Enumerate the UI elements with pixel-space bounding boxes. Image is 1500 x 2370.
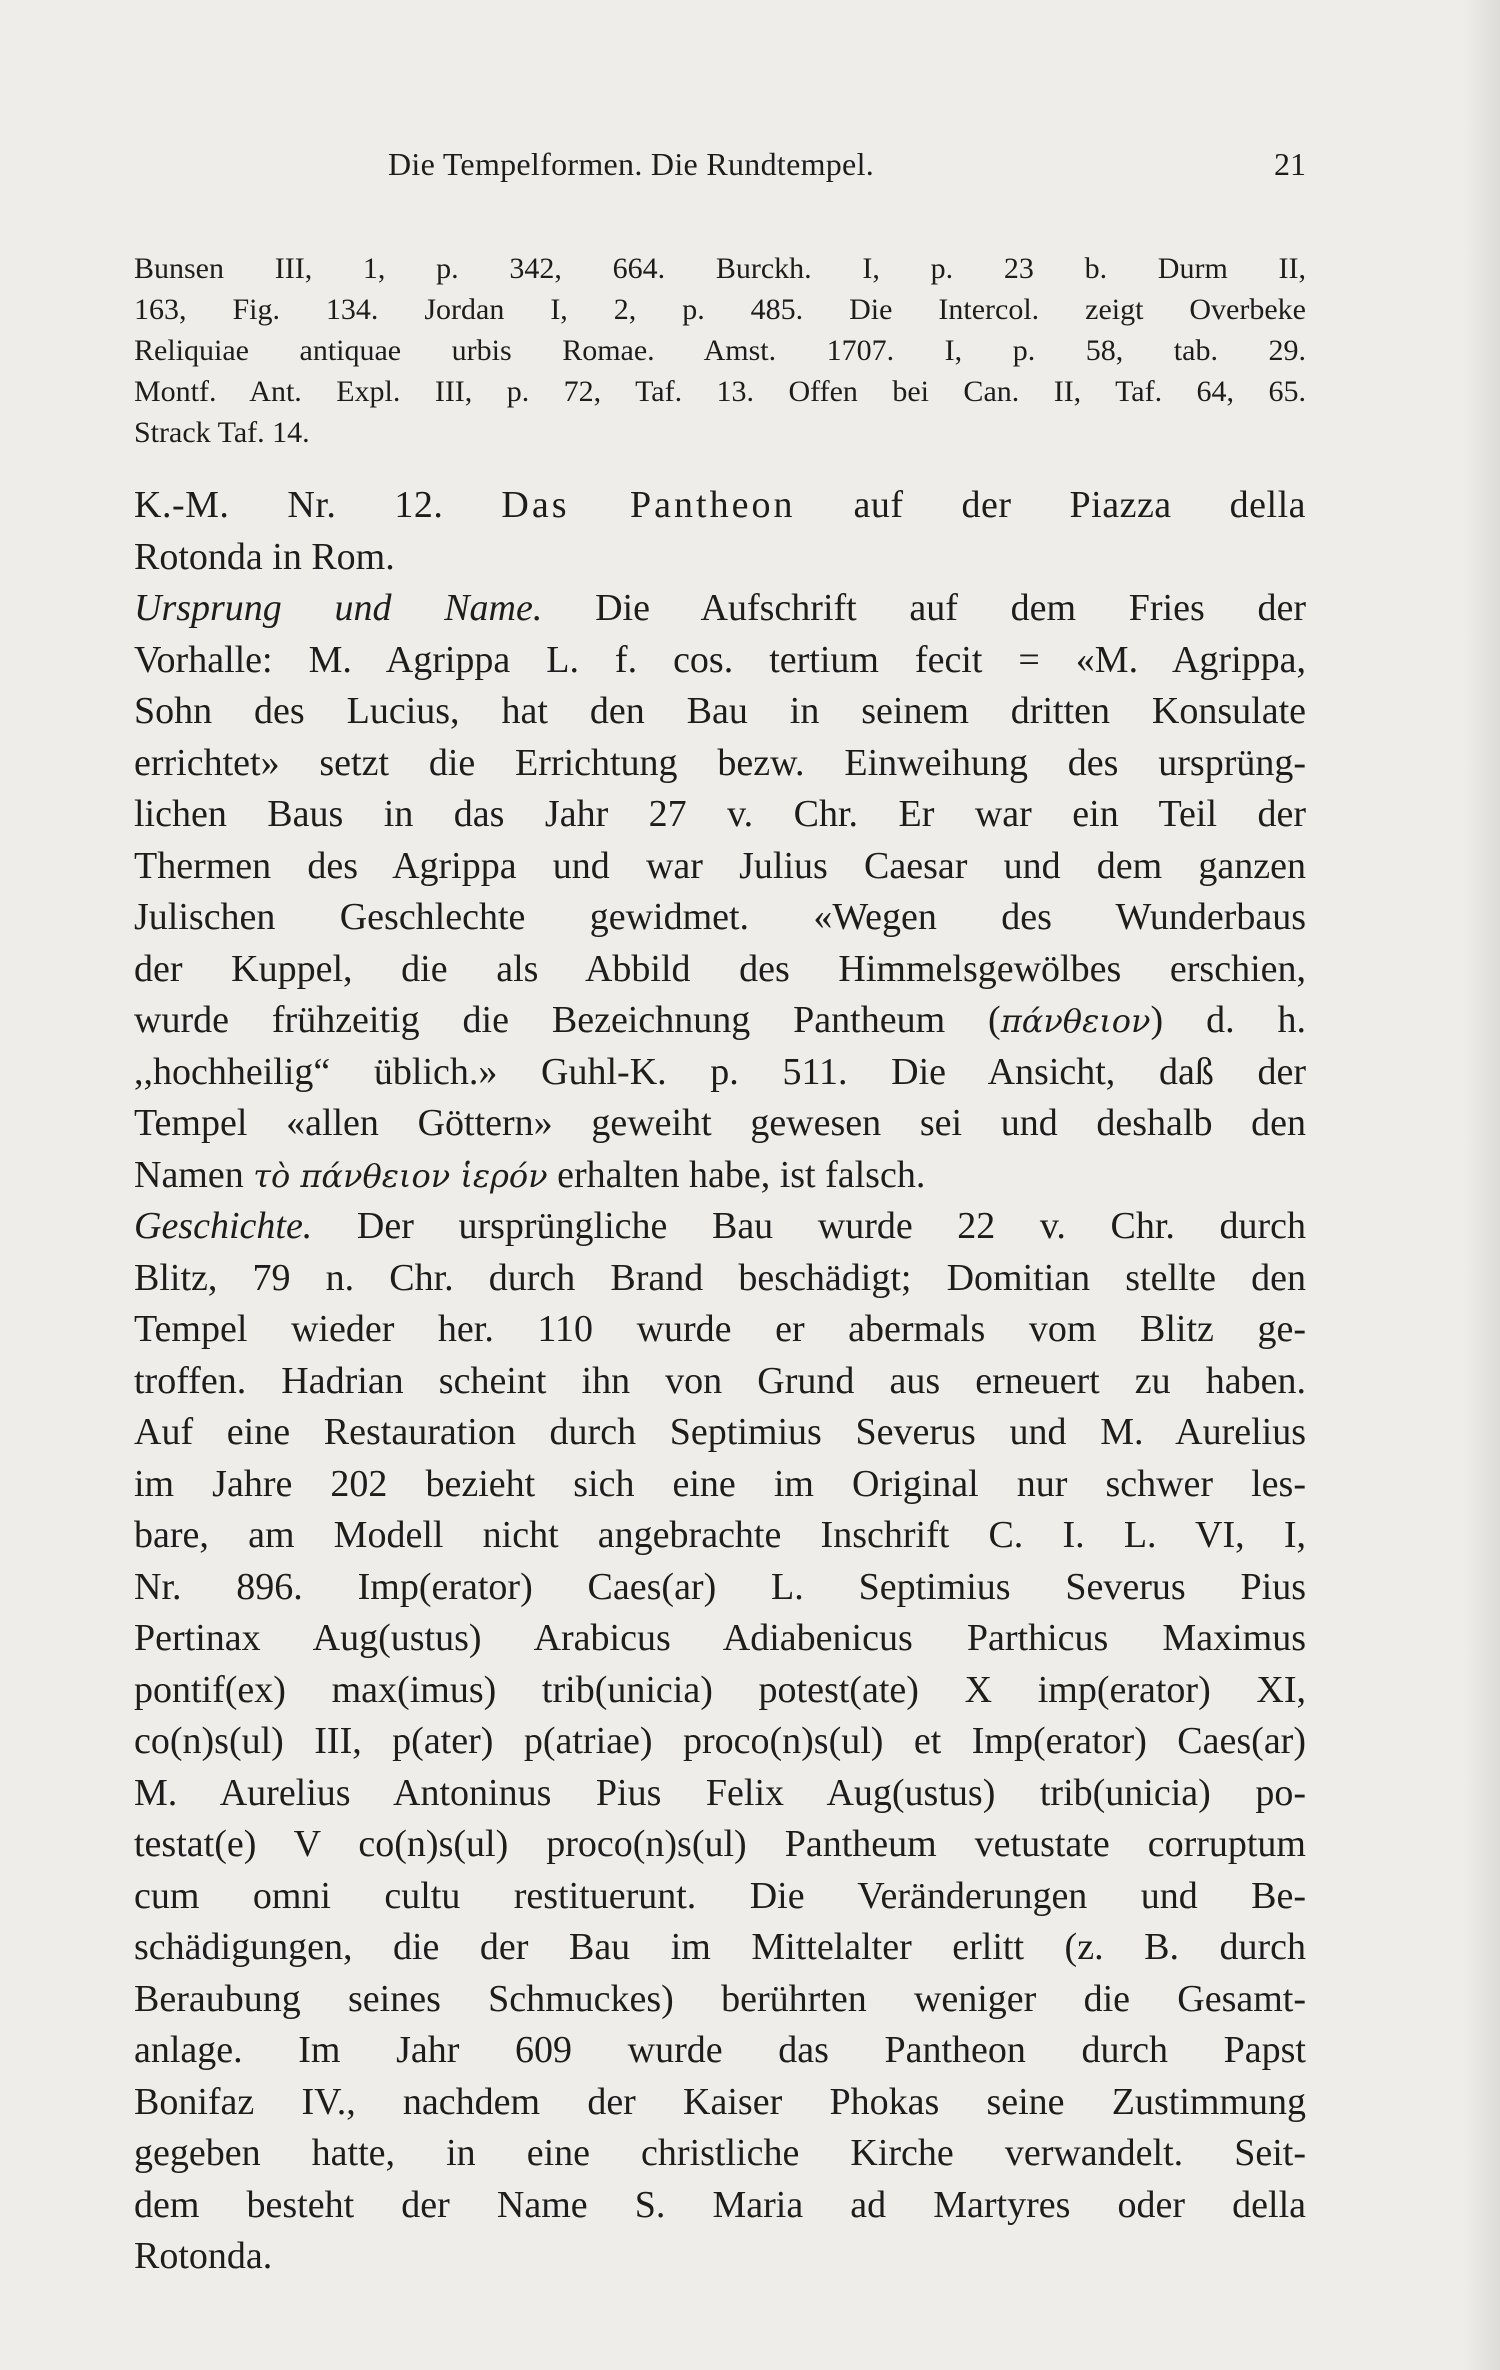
origin-label: Ursprung und Name.	[134, 587, 543, 629]
paragraph-line: Auf eine Restauration durch Septimius Severus und M. Aurelius	[134, 1411, 1306, 1453]
section-heading-line2: Rotonda in Rom.	[134, 535, 395, 578]
page-number: 21	[1274, 146, 1306, 182]
paragraph-line: troffen. Hadrian scheint ihn von Grund aus erneuert zu haben.	[134, 1359, 1306, 1402]
paragraph-line: der Kuppel, die als Abbild des Himmelsgewölbes erschien,	[134, 947, 1306, 990]
paragraph-line: Pertinax Aug(ustus) Arabicus Adiabenicus Parthicus Maximus	[134, 1617, 1306, 1659]
paragraph-line: M. Aurelius Antoninus Pius Felix Aug(ustus) trib(unicia) po-	[134, 1771, 1306, 1814]
paragraph-line: testat(e) V co(n)s(ul) proco(n)s(ul) Pantheum vetustate corruptum	[134, 1823, 1306, 1865]
paragraph-line: Ursprung und Name. Die Aufschrift auf dem Fries der	[134, 587, 1306, 629]
paragraph-line: gegeben hatte, in eine christliche Kirche verwandelt. Seit-	[134, 2132, 1306, 2174]
paragraph-line: Bonifaz IV., nachdem der Kaiser Phokas seine Zustimmung	[134, 2080, 1306, 2123]
running-header	[138, 146, 1306, 196]
body-text	[134, 480, 1306, 2283]
paragraph-line: Sohn des Lucius, hat den Bau in seinem dritten Konsulate	[134, 690, 1306, 732]
history-label: Geschichte.	[134, 1205, 313, 1247]
running-title: Die Tempelformen. Die Rundtempel.	[388, 146, 875, 182]
paragraph-line: Vorhalle: M. Agrippa L. f. cos. tertium fecit = «M. Agrippa,	[134, 638, 1306, 681]
bibliography-references	[134, 248, 1306, 453]
paragraph-line: errichtet» setzt die Errichtung bezw. Einweihung des ursprüng-	[134, 741, 1306, 784]
reference-line: Bunsen III, 1, p. 342, 664. Burckh. I, p. 23 b. Durm II,	[134, 252, 1306, 285]
reference-line: 163, Fig. 134. Jordan I, 2, p. 485. Die Intercol. zeigt Overbeke	[134, 293, 1306, 326]
reference-line: Reliquiae antiquae urbis Romae. Amst. 1707. I, p. 58, tab. 29.	[134, 334, 1306, 367]
reference-line: Montf. Ant. Expl. III, p. 72, Taf. 13. Offen bei Can. II, Taf. 64, 65.	[134, 375, 1306, 408]
paragraph-line: Beraubung seines Schmuckes) berührten weniger die Gesamt-	[134, 1977, 1306, 2020]
paragraph-line: dem besteht der Name S. Maria ad Martyres oder della	[134, 2183, 1306, 2226]
paragraph-line: Julischen Geschlechte gewidmet. «Wegen des Wunderbaus	[134, 896, 1306, 938]
section-title: Das Pantheon	[501, 484, 796, 526]
paragraph-line: bare, am Modell nicht angebrachte Inschrift C. I. L. VI, I,	[134, 1514, 1306, 1556]
greek-phrase: τὸ πάνθειον ἱερόν	[253, 1156, 548, 1195]
paragraph-line: Tempel «allen Göttern» geweiht gewesen sei und deshalb den	[134, 1102, 1306, 1144]
paragraph-line: cum omni cultu restituerunt. Die Veränderungen und Be-	[134, 1874, 1306, 1917]
reference-line: Strack Taf. 14.	[134, 416, 310, 449]
paragraph-line: Rotonda.	[134, 2235, 273, 2277]
paragraph-line: wurde frühzeitig die Bezeichnung Pantheum (πάνθειον) d. h.	[134, 999, 1306, 1041]
section-title-rest: auf der Piazza della	[853, 484, 1307, 526]
paragraph-line: Geschichte. Der ursprüngliche Bau wurde 22 v. Chr. durch	[134, 1205, 1307, 1247]
greek-word-pantheion: πάνθειον	[1000, 1002, 1151, 1040]
paragraph-line: Thermen des Agrippa und war Julius Caesar und dem ganzen	[134, 844, 1306, 887]
paragraph-line: Nr. 896. Imp(erator) Caes(ar) L. Septimius Severus Pius	[134, 1565, 1306, 1608]
paragraph-line: pontif(ex) max(imus) trib(unicia) potest(ate) X imp(erator) XI,	[134, 1668, 1306, 1711]
page-edge-shadow	[1464, 0, 1500, 2370]
paragraph-line: Blitz, 79 n. Chr. durch Brand beschädigt; Domitian stellte den	[134, 1256, 1306, 1299]
paragraph-line: lichen Baus in das Jahr 27 v. Chr. Er war ein Teil der	[134, 793, 1306, 835]
section-heading	[134, 480, 1306, 532]
paragraph-line: ,,hochheilig“ üblich.» Guhl-K. p. 511. Die Ansicht, daß der	[134, 1050, 1306, 1093]
paragraph-line: co(n)s(ul) III, p(ater) p(atriae) proco(n)s(ul) et Imp(erator) Caes(ar)	[134, 1720, 1306, 1762]
paragraph-line: Namen τὸ πάνθειον ἱερόν erhalten habe, ist falsch.	[134, 1153, 926, 1196]
paragraph-line: anlage. Im Jahr 609 wurde das Pantheon durch Papst	[134, 2029, 1306, 2071]
paragraph-line: schädigungen, die der Bau im Mittelalter erlitt (z. B. durch	[134, 1926, 1306, 1968]
paragraph-line: im Jahre 202 bezieht sich eine im Original nur schwer les-	[134, 1462, 1306, 1505]
paragraph-line: Tempel wieder her. 110 wurde er abermals vom Blitz ge-	[134, 1308, 1306, 1350]
section-number: K.-M. Nr. 12.	[134, 484, 444, 526]
